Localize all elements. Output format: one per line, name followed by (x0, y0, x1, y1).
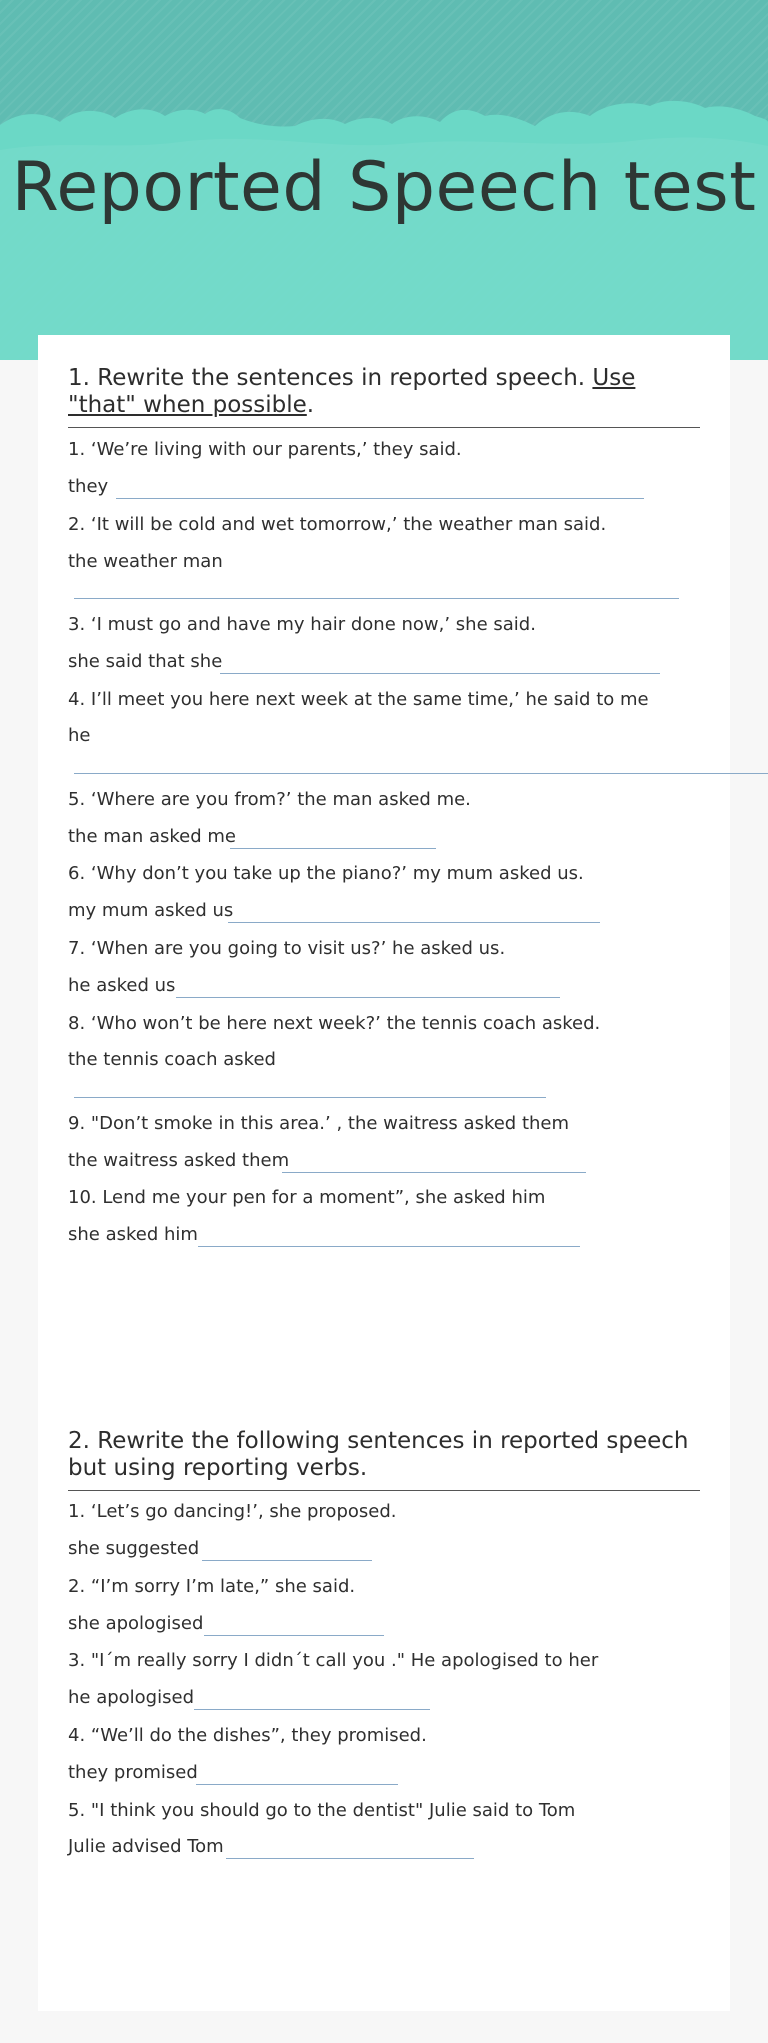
s1-question-5: 5. ‘Where are you from?’ the man asked me. (68, 789, 471, 810)
s1-answer-9[interactable] (282, 1156, 586, 1173)
s1-answer-4[interactable] (74, 757, 768, 774)
s1-prompt-1: they (68, 476, 109, 497)
section-1-heading (68, 365, 698, 419)
section-1-heading-end: . (306, 392, 315, 418)
s1-answer-7[interactable] (176, 981, 560, 998)
s2-answer-3[interactable] (194, 1693, 430, 1710)
s1-prompt-4: he (68, 725, 91, 746)
s1-answer-10[interactable] (198, 1230, 580, 1247)
section-2-divider (68, 1490, 700, 1491)
s1-question-8: 8. ‘Who won’t be here next week?’ the tennis coach asked. (68, 1013, 601, 1034)
s2-question-4: 4. “We’ll do the dishes”, they promised. (68, 1725, 427, 1746)
s2-answer-5[interactable] (226, 1842, 474, 1859)
s1-prompt-8: the tennis coach asked (68, 1049, 276, 1070)
s2-prompt-5: Julie advised Tom (68, 1836, 224, 1857)
s1-prompt-6: my mum asked us (68, 900, 234, 921)
s2-question-3: 3. "I´m really sorry I didn´t call you ." He apologised to her (68, 1650, 599, 1671)
s1-answer-5[interactable] (230, 832, 436, 849)
s1-answer-8[interactable] (74, 1081, 546, 1098)
s1-question-7: 7. ‘When are you going to visit us?’ he asked us. (68, 938, 506, 959)
s1-answer-6[interactable] (228, 906, 600, 923)
s1-question-3: 3. ‘I must go and have my hair done now,’ she said. (68, 614, 536, 635)
s1-question-4: 4. I’ll meet you here next week at the same time,’ he said to me (68, 689, 649, 710)
s1-answer-3[interactable] (220, 657, 660, 674)
s1-question-1: 1. ‘We’re living with our parents,’ they said. (68, 439, 462, 460)
section-1-heading-text: 1. Rewrite the sentences in reported speech. (68, 365, 593, 391)
s2-answer-1[interactable] (202, 1544, 372, 1561)
s1-question-2: 2. ‘It will be cold and wet tomorrow,’ the weather man said. (68, 514, 607, 535)
s1-prompt-3: she said that she (68, 651, 223, 672)
section-1-heading-underlined: Use "that" when possible (68, 365, 636, 418)
s1-prompt-5: the man asked me (68, 826, 236, 847)
section-1-divider (68, 427, 700, 428)
s1-prompt-10: she asked him (68, 1224, 198, 1245)
s1-answer-2[interactable] (74, 582, 679, 599)
s1-question-6: 6. ‘Why don’t you take up the piano?’ my mum asked us. (68, 863, 584, 884)
s1-prompt-2: the weather man (68, 551, 223, 572)
s2-answer-2[interactable] (204, 1619, 384, 1636)
s1-question-9: 9. "Don’t smoke in this area.’ , the waitress asked them (68, 1113, 570, 1134)
s2-prompt-1: she suggested (68, 1538, 200, 1559)
s1-prompt-7: he asked us (68, 975, 176, 996)
s2-question-1: 1. ‘Let’s go dancing!’, she proposed. (68, 1501, 397, 1522)
header-banner (0, 0, 768, 360)
s2-prompt-4: they promised (68, 1762, 198, 1783)
s1-answer-1[interactable] (116, 482, 644, 499)
s2-prompt-2: she apologised (68, 1613, 204, 1634)
page-title: Reported Speech test (11, 148, 757, 227)
s1-prompt-9: the waitress asked them (68, 1150, 290, 1171)
s2-question-2: 2. “I’m sorry I’m late,” she said. (68, 1576, 356, 1597)
s2-answer-4[interactable] (196, 1768, 398, 1785)
section-2-heading: 2. Rewrite the following sentences in reported speech but using reporting verbs. (68, 1428, 689, 1481)
s2-question-5: 5. "I think you should go to the dentist" Julie said to Tom (68, 1800, 576, 1821)
s2-prompt-3: he apologised (68, 1687, 194, 1708)
s1-question-10: 10. Lend me your pen for a moment”, she asked him (68, 1187, 546, 1208)
worksheet-card (38, 335, 730, 2011)
